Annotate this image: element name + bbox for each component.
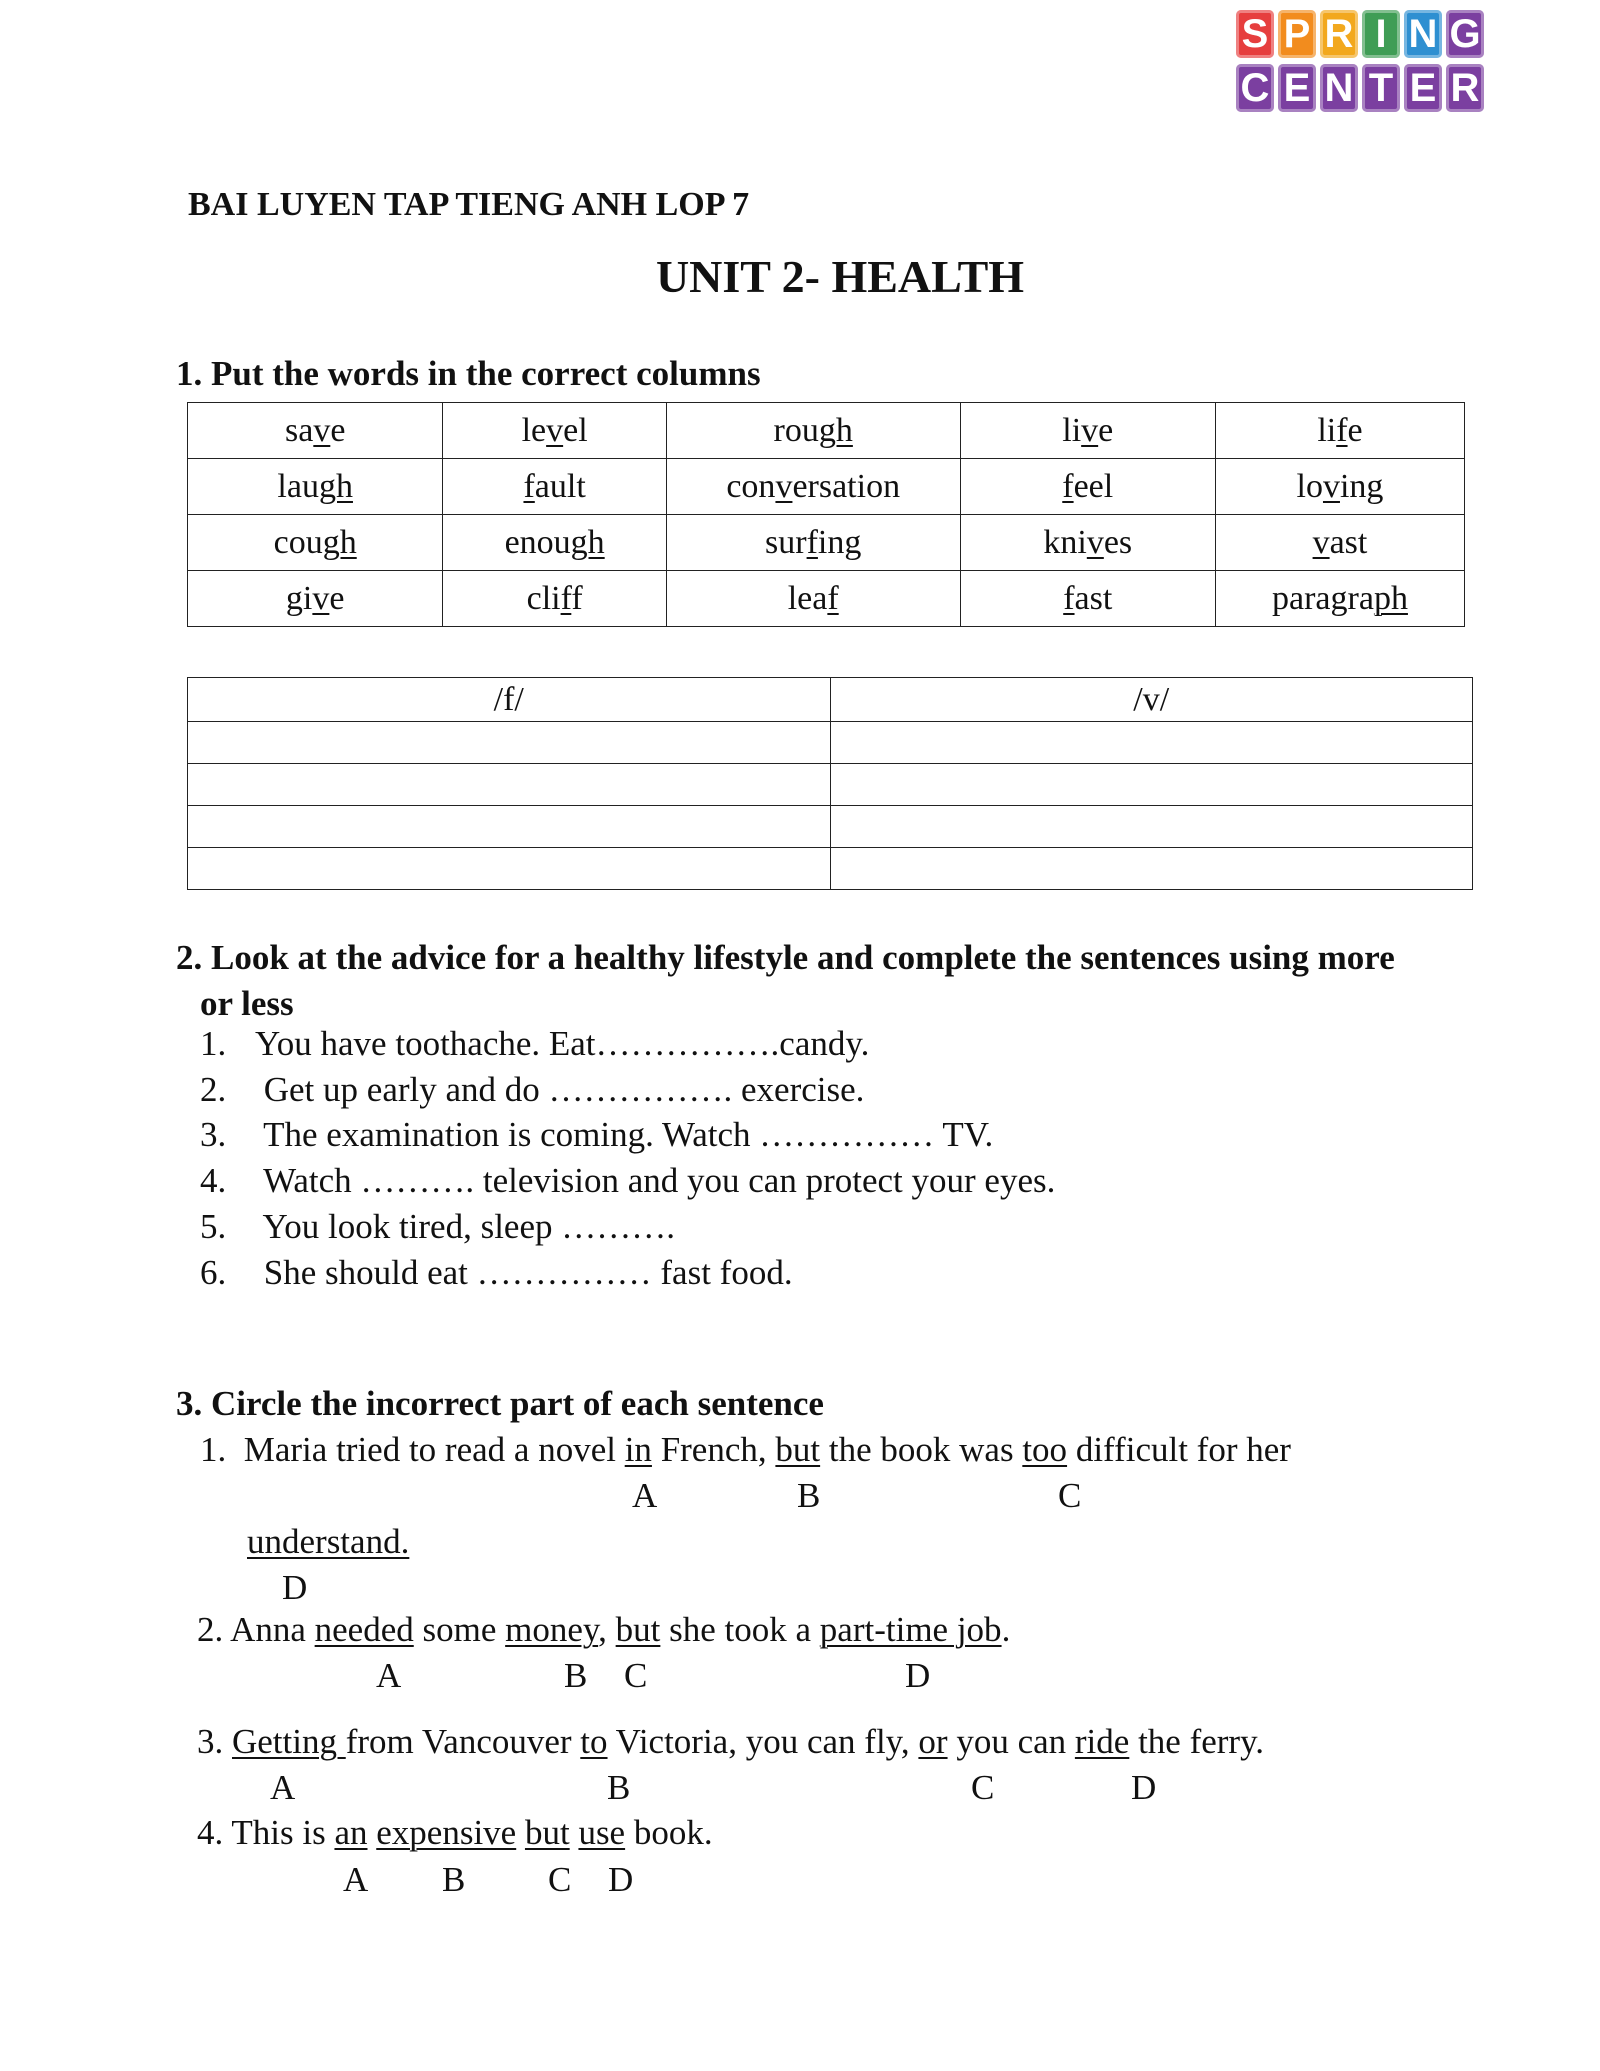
word-cell [188, 515, 443, 571]
column-header-f: /f/ [188, 678, 831, 722]
logo-row-spring [1236, 10, 1496, 58]
word-part: e [330, 411, 346, 449]
underlined-sound: v [1086, 523, 1104, 561]
option-d-text: understand. [247, 1522, 410, 1561]
word-cell [1215, 459, 1464, 515]
sorting-row [188, 764, 1473, 806]
item-text: Get up early and do ……………. exercise. [255, 1070, 865, 1109]
word-cell [960, 459, 1215, 515]
word-part: cli [526, 579, 561, 617]
option-label-c[interactable]: C [1058, 1476, 1082, 1515]
word-part: li [1062, 411, 1082, 449]
answer-cell[interactable] [188, 722, 831, 764]
sorting-table [187, 677, 1473, 890]
logo-letter-tile: N [1404, 10, 1442, 58]
word-part: lo [1296, 467, 1323, 505]
option-label-d[interactable]: D [905, 1656, 931, 1695]
option-b-text: to [580, 1722, 608, 1761]
sorting-row [188, 848, 1473, 890]
word-cell [666, 571, 960, 627]
logo-letter-tile: P [1278, 10, 1316, 58]
option-c-text: but [524, 1813, 570, 1852]
item-number: 1. [200, 1024, 227, 1063]
logo-letter-tile: N [1320, 64, 1358, 112]
underlined-sound: f [806, 523, 818, 561]
question-number: 1. [200, 1430, 227, 1469]
word-cell [960, 403, 1215, 459]
exercise-item [200, 1024, 869, 1064]
logo-letter-tile: E [1278, 64, 1316, 112]
logo-letter-tile: S [1236, 10, 1274, 58]
item-text: The examination is coming. Watch …………… TV. [255, 1115, 994, 1154]
option-label-c[interactable]: C [624, 1656, 648, 1695]
word-part: rou [773, 411, 819, 449]
underlined-sound: v [1312, 523, 1330, 561]
word-cell [960, 515, 1215, 571]
logo-letter-tile: C [1236, 64, 1274, 112]
exercise-item [200, 1207, 675, 1247]
item-text: You look tired, sleep ………. [255, 1207, 675, 1246]
word-part: sur [765, 523, 807, 561]
spring-center-logo [1236, 10, 1496, 118]
word-cell [443, 571, 666, 627]
word-cell [1215, 571, 1464, 627]
logo-letter-tile: E [1404, 64, 1442, 112]
underlined-sound: f [560, 579, 572, 617]
word-part: paragra [1272, 579, 1374, 617]
word-cell [188, 571, 443, 627]
section2-title-line1: 2. Look at the advice for a healthy lifestyle and complete the sentences using more [176, 938, 1395, 977]
word-part: ing [817, 523, 862, 561]
item-number: 2. [200, 1070, 227, 1109]
answer-cell[interactable] [830, 848, 1473, 890]
underlined-sound: v [1081, 411, 1099, 449]
word-cell [960, 571, 1215, 627]
option-label-a[interactable]: A [343, 1860, 369, 1899]
words-row [188, 403, 1465, 459]
section1-title: 1. Put the words in the correct columns [176, 354, 761, 393]
section2-title-line2: or less [200, 984, 294, 1023]
option-label-b[interactable]: B [797, 1476, 821, 1515]
exercise-item [200, 1253, 793, 1293]
option-a-text: Getting [232, 1722, 346, 1761]
word-part: ersation [792, 467, 901, 505]
logo-letter-tile: R [1320, 10, 1358, 58]
item-text: Watch ………. television and you can protect your eyes. [255, 1161, 1056, 1200]
option-c-text: but [615, 1610, 661, 1649]
word-cell [443, 403, 666, 459]
word-cell [188, 459, 443, 515]
question-number: 4. [197, 1813, 224, 1852]
item-text: She should eat …………… fast food. [255, 1253, 793, 1292]
exercise-item [200, 1115, 993, 1155]
option-label-d[interactable]: D [608, 1860, 634, 1899]
words-row [188, 571, 1465, 627]
option-b-text: money [505, 1610, 599, 1649]
underlined-sound: ph [1373, 579, 1408, 617]
word-cell [443, 459, 666, 515]
word-part: ast [1074, 579, 1113, 617]
underlined-sound: gh [322, 523, 357, 561]
underlined-sound: v [312, 579, 330, 617]
underlined-sound: gh [570, 523, 605, 561]
word-part: sa [284, 411, 314, 449]
option-label-a[interactable]: A [376, 1656, 402, 1695]
answer-cell[interactable] [188, 764, 831, 806]
sorting-row [188, 722, 1473, 764]
question2-sentence: 2. Anna needed some money, but she took a part-time job. [197, 1610, 1011, 1649]
word-part: cou [273, 523, 323, 561]
word-part: kni [1043, 523, 1087, 561]
word-part: e [1098, 411, 1114, 449]
underlined-sound: f [1062, 467, 1074, 505]
question1-continuation [247, 1522, 409, 1562]
item-number: 3. [200, 1115, 227, 1154]
question1-sentence: 1. Maria tried to read a novel in French, but the book was too difficult for her [200, 1430, 1291, 1469]
option-label-b[interactable]: B [607, 1768, 631, 1807]
word-cell [1215, 515, 1464, 571]
underlined-sound: gh [318, 467, 353, 505]
word-part: e [1347, 411, 1363, 449]
logo-row-center [1236, 64, 1496, 112]
underlined-sound: v [313, 411, 331, 449]
word-part: gi [285, 579, 313, 617]
option-label-b[interactable]: B [442, 1860, 466, 1899]
word-cell [666, 515, 960, 571]
question-number: 3. [197, 1722, 224, 1761]
question4-sentence: 4. This is an expensive but use book. [197, 1813, 713, 1852]
word-part: ing [1339, 467, 1384, 505]
word-part: eel [1073, 467, 1114, 505]
option-a-text: in [624, 1430, 652, 1469]
words-row [188, 459, 1465, 515]
option-d-text: use [578, 1813, 626, 1852]
word-part: lau [277, 467, 319, 505]
logo-letter-tile: G [1446, 10, 1484, 58]
exercise-item [200, 1161, 1055, 1201]
item-number: 6. [200, 1253, 227, 1292]
word-cell [443, 515, 666, 571]
word-part: le [521, 411, 547, 449]
word-cell [188, 403, 443, 459]
question-number: 2. [197, 1610, 224, 1649]
logo-letter-tile: T [1362, 64, 1400, 112]
exercise-item [200, 1070, 864, 1110]
option-label-c[interactable]: C [971, 1768, 995, 1807]
word-part: enou [504, 523, 571, 561]
word-part: ault [534, 467, 586, 505]
word-part: li [1317, 411, 1337, 449]
word-part: e [329, 579, 345, 617]
underlined-sound: f [523, 467, 535, 505]
option-label-a[interactable]: A [270, 1768, 296, 1807]
underlined-sound: f [827, 579, 839, 617]
option-d-text: ride [1074, 1722, 1130, 1761]
words-row [188, 515, 1465, 571]
answer-cell[interactable] [830, 806, 1473, 848]
item-number: 5. [200, 1207, 227, 1246]
word-part: f [571, 579, 583, 617]
answer-cell[interactable] [188, 848, 831, 890]
answer-cell[interactable] [188, 806, 831, 848]
item-number: 4. [200, 1161, 227, 1200]
option-a-text: needed [314, 1610, 414, 1649]
underlined-sound: gh [818, 411, 853, 449]
option-c-text: too [1022, 1430, 1068, 1469]
option-c-text: or [918, 1722, 948, 1761]
option-label-d[interactable]: D [282, 1568, 308, 1607]
word-part: ast [1329, 523, 1368, 561]
option-a-text: an [334, 1813, 368, 1852]
option-label-d[interactable]: D [1131, 1768, 1157, 1807]
underlined-sound: f [1336, 411, 1348, 449]
item-text: You have toothache. Eat…………….candy. [255, 1024, 870, 1063]
word-cell [1215, 403, 1464, 459]
word-cell [666, 403, 960, 459]
option-d-text: part-time job [819, 1610, 1002, 1649]
logo-letter-tile: R [1446, 64, 1484, 112]
sorting-row [188, 806, 1473, 848]
underlined-sound: v [546, 411, 564, 449]
underlined-sound: f [1063, 579, 1075, 617]
worksheet-heading: BAI LUYEN TAP TIENG ANH LOP 7 [188, 186, 750, 223]
underlined-sound: v [775, 467, 793, 505]
logo-letter-tile: I [1362, 10, 1400, 58]
word-cell [666, 459, 960, 515]
sorting-header-row [188, 678, 1473, 722]
section2-title [176, 935, 1476, 1027]
option-label-a[interactable]: A [632, 1476, 658, 1515]
word-part: lea [787, 579, 828, 617]
column-header-v: /v/ [830, 678, 1473, 722]
option-b-text: expensive [376, 1813, 517, 1852]
question3-sentence: 3. Getting from Vancouver to Victoria, you can fly, or you can ride the ferry. [197, 1722, 1265, 1761]
unit-title: UNIT 2- HEALTH [655, 251, 1025, 302]
option-b-text: but [775, 1430, 821, 1469]
words-table [187, 402, 1465, 627]
option-label-b[interactable]: B [564, 1656, 588, 1695]
word-part: el [563, 411, 588, 449]
answer-cell[interactable] [830, 722, 1473, 764]
underlined-sound: v [1322, 467, 1340, 505]
word-part: con [726, 467, 776, 505]
section3-title: 3. Circle the incorrect part of each sentence [176, 1384, 824, 1423]
word-part: es [1103, 523, 1133, 561]
answer-cell[interactable] [830, 764, 1473, 806]
option-label-c[interactable]: C [548, 1860, 572, 1899]
